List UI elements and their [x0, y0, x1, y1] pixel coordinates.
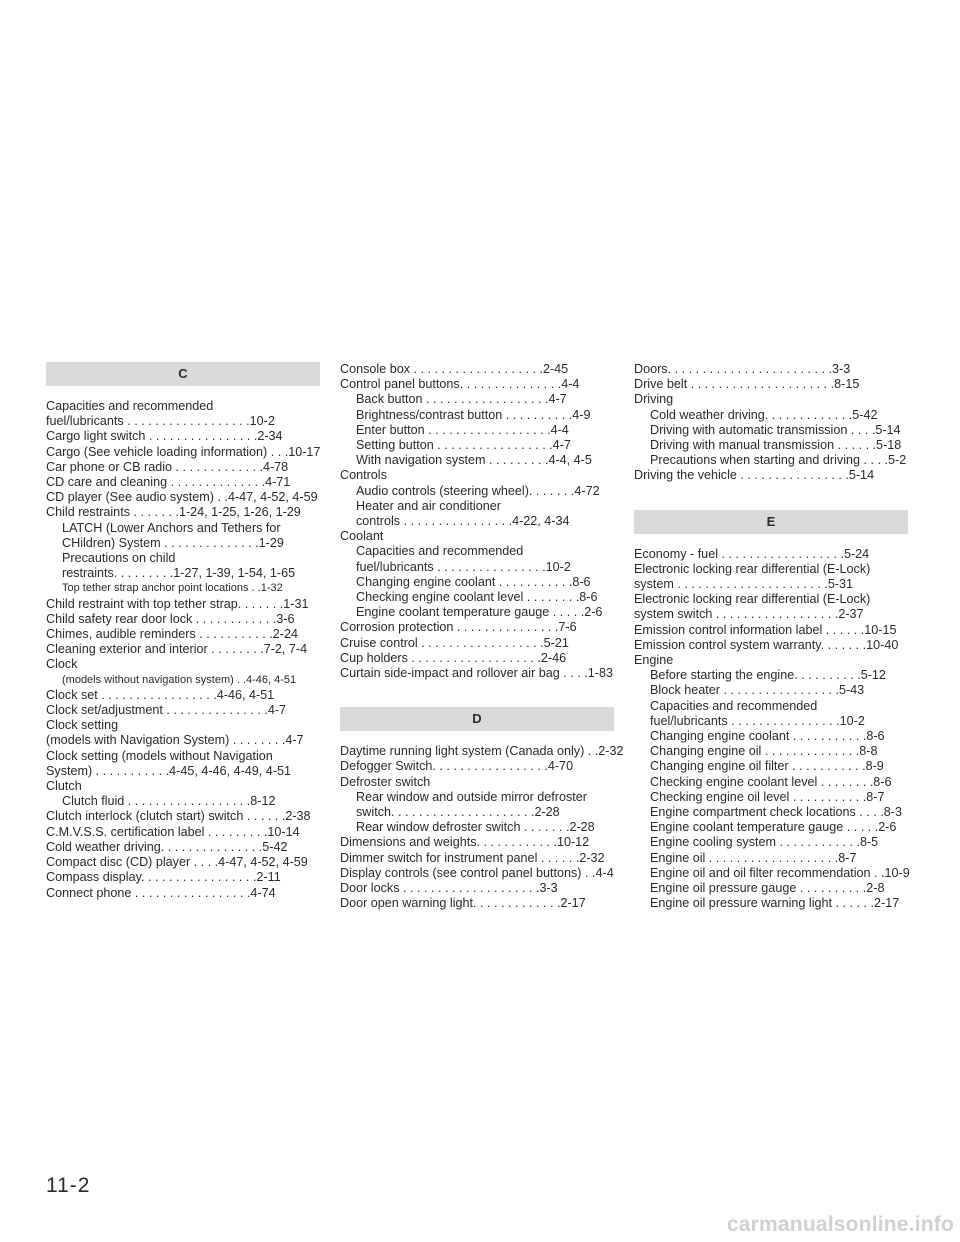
index-subentry: Rear window defroster switch . . . . . . .2-28: [356, 820, 595, 835]
index-entry: Daytime running light system (Canada only) . .2-32: [340, 744, 624, 759]
index-entry: Corrosion protection . . . . . . . . . . . . . . .7-6: [340, 620, 577, 635]
index-subentry: controls . . . . . . . . . . . . . . . .4-22, 4-34: [356, 514, 570, 529]
index-entry: Doors. . . . . . . . . . . . . . . . . . . . . . . .3-3: [634, 362, 851, 376]
index-column-1: [46, 362, 320, 901]
index-subentry: fuel/lubricants . . . . . . . . . . . . . . . .10-2: [356, 559, 571, 574]
index-subentry: Rear window and outside mirror defroster: [356, 789, 587, 804]
index-entry: Cruise control . . . . . . . . . . . . . . . . . .5-21: [340, 635, 569, 650]
index-subentry: fuel/lubricants . . . . . . . . . . . . . . . .10-2: [650, 713, 865, 728]
index-subentry: Engine coolant temperature gauge . . . . .2-6: [356, 605, 603, 620]
index-subentry: Engine oil . . . . . . . . . . . . . . . . . . .8-7: [650, 850, 857, 865]
index-subentry: Cold weather driving. . . . . . . . . . . . .5-42: [650, 407, 878, 422]
index-entry: Clock set/adjustment . . . . . . . . . . . . . . .4-7: [46, 703, 287, 718]
index-entry: Driving: [634, 392, 674, 407]
index-entry: Clutch interlock (clutch start) switch . . . . . .2-38: [46, 809, 311, 824]
index-entry: Cup holders . . . . . . . . . . . . . . . . . . .2-46: [340, 650, 567, 665]
index-subentry: Engine cooling system . . . . . . . . . . . .8-5: [650, 835, 879, 850]
index-entry: fuel/lubricants . . . . . . . . . . . . . . . . . .10-2: [46, 414, 275, 429]
index-subentry: Changing engine coolant . . . . . . . . . . .8-6: [650, 729, 885, 744]
index-entry: Defogger Switch. . . . . . . . . . . . . . . . .4-70: [340, 759, 574, 774]
index-subentry: Engine oil pressure warning light . . . . . .2-17: [650, 896, 900, 911]
index-subentry: Checking engine coolant level . . . . . . . .8-6: [650, 774, 892, 789]
index-column-3: [634, 362, 908, 912]
index-entry: Controls: [340, 468, 387, 483]
index-entry: Defroster switch: [340, 774, 431, 789]
index-subentry: Engine compartment check locations . . . .8-3: [650, 805, 902, 820]
index-subentry: With navigation system . . . . . . . . .4-4, 4-5: [356, 453, 592, 468]
index-subentry: LATCH (Lower Anchors and Tethers for: [62, 520, 281, 535]
index-entry: (models with Navigation System) . . . . . . . .4-7: [46, 733, 304, 748]
index-subentry: Setting button . . . . . . . . . . . . . . . . .4-7: [356, 438, 571, 453]
index-subentry: switch. . . . . . . . . . . . . . . . . . . . .2-28: [356, 805, 560, 820]
index-entry: Electronic locking rear differential (E-Lock): [634, 592, 871, 607]
index-entry: Coolant: [340, 529, 384, 544]
index-subentry: Precautions on child: [62, 551, 176, 566]
index-entry: Cleaning exterior and interior . . . . . . . .7-2, 7-4: [46, 642, 308, 657]
watermark-text: carmanualsonline.info: [726, 1213, 954, 1236]
index-entry: Engine: [634, 653, 674, 668]
index-subentry: Checking engine coolant level . . . . . . . .8-6: [356, 590, 598, 605]
index-entry: Capacities and recommended: [46, 399, 214, 413]
index-entry: Cargo (See vehicle loading information) . . .10-17: [46, 444, 321, 459]
index-entry: Display controls (see control panel buttons) . .4-4: [340, 865, 614, 880]
index-entry: Clock set . . . . . . . . . . . . . . . . .4-46, 4-51: [46, 687, 275, 702]
index-entry: CD player (See audio system) . .4-47, 4-52, 4-59: [46, 490, 318, 505]
section-header: D: [340, 707, 614, 731]
section-header: C: [46, 362, 320, 386]
index-subentry: Clutch fluid . . . . . . . . . . . . . . . . . .8-12: [62, 794, 276, 809]
index-subentry: Driving with automatic transmission . . . .5-14: [650, 422, 901, 437]
index-entry: Car phone or CB radio . . . . . . . . . . . . .4-78: [46, 459, 289, 474]
index-entry: Clock setting (models without Navigation: [46, 748, 273, 763]
index-subentry: Capacities and recommended: [356, 544, 524, 559]
index-entry: Child restraints . . . . . . .1-24, 1-25, 1-26, 1-29: [46, 505, 301, 520]
index-entry: Dimensions and weights. . . . . . . . . . . .10-12: [340, 835, 590, 850]
index-subentry: Heater and air conditioner: [356, 498, 501, 513]
index-subentry: Checking engine oil level . . . . . . . . . . .8-7: [650, 789, 885, 804]
index-entry: Clock setting: [46, 718, 119, 733]
index-entry: system switch . . . . . . . . . . . . . . . . . .2-37: [634, 607, 864, 622]
index-entry: Electronic locking rear differential (E-Lock): [634, 561, 871, 576]
index-entry: Clutch: [46, 779, 82, 794]
index-subentry: Engine oil and oil filter recommendation . .10-9: [650, 865, 910, 880]
index-entry: Curtain side-impact and rollover air bag . . . .1-83: [340, 666, 613, 681]
index-subentry: Engine oil pressure gauge . . . . . . . . . .2-8: [650, 881, 885, 896]
index-entry: Connect phone . . . . . . . . . . . . . . . . .4-74: [46, 885, 276, 900]
index-entry: System) . . . . . . . . . . .4-45, 4-46, 4-49, 4-51: [46, 763, 291, 778]
index-entry: Child restraint with top tether strap. . . . . . .1-31: [46, 596, 309, 611]
index-entry: C.M.V.S.S. certification label . . . . . . . . .10-14: [46, 824, 300, 839]
index-subentry: Engine coolant temperature gauge . . . . .2-6: [650, 820, 897, 835]
index-subentry: Enter button . . . . . . . . . . . . . . . . . .4-4: [356, 422, 569, 437]
index-entry: Cargo light switch . . . . . . . . . . . . . . . .2-34: [46, 429, 283, 444]
index-entry: Door open warning light. . . . . . . . . . . . .2-17: [340, 896, 586, 911]
index-subentry: Changing engine oil . . . . . . . . . . . . . .8-8: [650, 744, 878, 759]
index-entry: Dimmer switch for instrument panel . . . . . .2-32: [340, 850, 605, 865]
index-entry: Clock: [46, 657, 78, 672]
index-entry: Emission control system warranty. . . . . . .10-40: [634, 637, 899, 652]
index-entry: Drive belt . . . . . . . . . . . . . . . . . . . . .8-15: [634, 377, 860, 392]
index-entry: Economy - fuel . . . . . . . . . . . . . . . . . .5-24: [634, 546, 870, 561]
index-subentry: (models without navigation system) . .4-46, 4-51: [62, 673, 297, 686]
index-entry: Compact disc (CD) player . . . .4-47, 4-52, 4-59: [46, 855, 308, 870]
index-subentry: Brightness/contrast button . . . . . . . . . .4-9: [356, 407, 591, 422]
index-subentry: Driving with manual transmission . . . . . .5-18: [650, 438, 902, 453]
index-entry: Compass display. . . . . . . . . . . . . . . . .2-11: [46, 870, 281, 885]
index-entry: Emission control information label . . . . . .10-15: [634, 622, 897, 637]
index-subentry: Top tether strap anchor point locations . .1-32: [62, 582, 283, 595]
index-subentry: Before starting the engine. . . . . . . . . .5-12: [650, 668, 886, 683]
index-subentry: Changing engine coolant . . . . . . . . . . .8-6: [356, 574, 591, 589]
index-subentry: Precautions when starting and driving . . . .5-2: [650, 453, 907, 468]
page-number: 11-2: [46, 1174, 91, 1197]
index-entry: Console box . . . . . . . . . . . . . . . . . . .2-45: [340, 362, 569, 376]
index-entry: Chimes, audible reminders . . . . . . . . . . .2-24: [46, 627, 298, 642]
index-entry: Control panel buttons. . . . . . . . . . . . . . .4-4: [340, 377, 580, 392]
index-subentry: restraints. . . . . . . . .1-27, 1-39, 1-54, 1-65: [62, 566, 296, 581]
section-header: E: [634, 510, 908, 534]
index-subentry: Changing engine oil filter . . . . . . . . . . .8-9: [650, 759, 884, 774]
index-subentry: Capacities and recommended: [650, 698, 818, 713]
index-entry: Driving the vehicle . . . . . . . . . . . . . . . .5-14: [634, 468, 875, 483]
index-entry: Cold weather driving. . . . . . . . . . . . . . .5-42: [46, 839, 288, 854]
index-subentry: Audio controls (steering wheel). . . . . . .4-72: [356, 483, 600, 498]
index-subentry: Back button . . . . . . . . . . . . . . . . . .4-7: [356, 392, 567, 407]
index-subentry: Block heater . . . . . . . . . . . . . . . . .5-43: [650, 683, 865, 698]
index-entry: Child safety rear door lock . . . . . . . . . . . .3-6: [46, 611, 295, 626]
index-column-2: [340, 362, 624, 912]
index-entry: CD care and cleaning . . . . . . . . . . . . . .4-71: [46, 475, 291, 490]
index-entry: Door locks . . . . . . . . . . . . . . . . . . . .3-3: [340, 881, 558, 896]
index-entry: system . . . . . . . . . . . . . . . . . . . . . .5-31: [634, 577, 854, 592]
index-subentry: CHildren) System . . . . . . . . . . . . . .1-29: [62, 535, 284, 550]
